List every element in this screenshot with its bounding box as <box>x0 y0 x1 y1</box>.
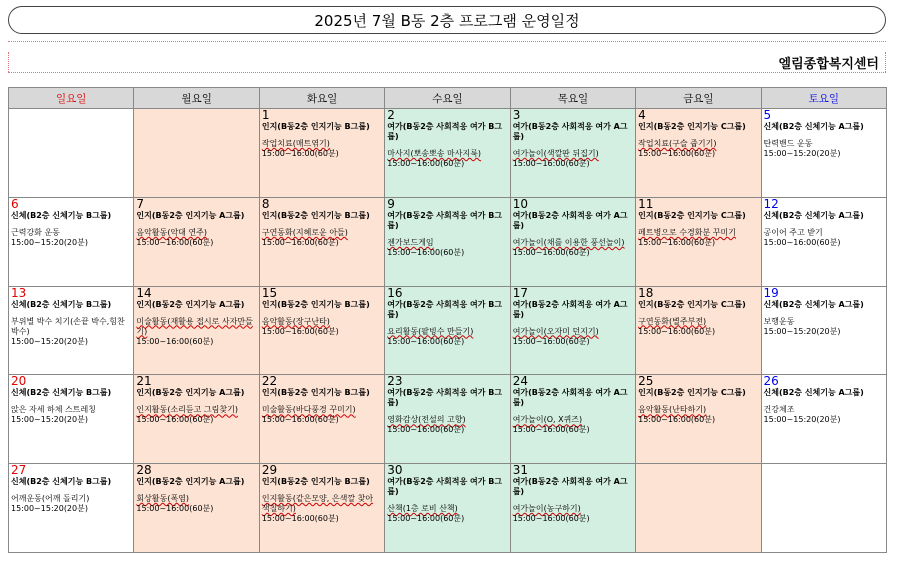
program-time: 15:00~15:20(20분) <box>763 415 841 425</box>
program-group: 인지(B동2층 인지기능 A그룹) <box>136 388 245 398</box>
program-activity: 여가놀이(오자미 던지기) <box>512 326 599 336</box>
program-group: 여가(B동2층 사회적응 여가 B그룹) <box>387 210 503 230</box>
program-group: 인지(B동2층 인지기능 C그룹) <box>638 299 746 309</box>
day-number: 10 <box>512 197 528 211</box>
calendar-empty-cell <box>134 109 259 198</box>
program-time: 15:00~16:00(60분) <box>136 237 214 247</box>
program-time: 15:00~16:00(60분) <box>638 237 716 247</box>
weekday-thursday: 목요일 <box>510 88 635 109</box>
program-activity: 근력강화 운동 <box>11 227 60 237</box>
calendar-day-cell <box>134 197 259 286</box>
program-group: 인지(B동2층 인지기능 B그룹) <box>261 299 370 309</box>
program-activity: 여가놀이(농구하기) <box>512 504 581 514</box>
program-time: 15:00~16:00(60분) <box>136 415 214 425</box>
weekday-saturday: 토요일 <box>761 88 886 109</box>
program-group: 여가(B동2층 사회적응 여가 A그룹) <box>512 477 628 497</box>
program-activity: 건강체조 <box>763 405 795 415</box>
day-number: 26 <box>763 374 779 389</box>
calendar-day-cell <box>259 375 384 464</box>
program-time: 15:00~16:00(60분) <box>512 159 590 168</box>
program-time: 15:00~15:20(20분) <box>11 504 88 514</box>
calendar-day-cell <box>259 109 384 198</box>
day-number: 30 <box>387 463 403 478</box>
program-activity: 회상활동(폭염) <box>136 494 190 504</box>
calendar-day-cell <box>259 197 384 286</box>
program-activity: 페트병으로 수경화분 꾸미기 <box>638 227 736 237</box>
calendar-week-row <box>9 464 887 553</box>
calendar-day-cell <box>9 286 134 375</box>
day-number: 7 <box>136 197 145 211</box>
program-time: 15:00~15:20(20분) <box>763 326 841 336</box>
program-activity: 작업치료(구슬 줍기기) <box>638 139 717 148</box>
program-time: 15:00~16:00(60분) <box>638 149 716 158</box>
program-activity: 영화감상(전설의 고향) <box>387 415 466 425</box>
weekday-monday: 월요일 <box>134 88 259 109</box>
calendar-day-cell <box>761 375 886 464</box>
calendar-day-cell <box>636 197 761 286</box>
program-time: 15:00~15:20(20분) <box>763 149 841 158</box>
program-group: 인지(B동2층 인지기능 A그룹) <box>136 477 245 487</box>
calendar-day-cell <box>636 286 761 375</box>
program-activity: 탄력밴드 운동 <box>763 139 813 148</box>
program-time: 15:00~16:00(60분) <box>763 237 841 247</box>
program-group: 여가(B동2층 사회적응 여가 A그룹) <box>512 122 628 141</box>
program-group: 신체(B2층 신체기능 A그룹) <box>763 299 864 309</box>
day-number: 15 <box>261 286 278 300</box>
calendar-day-cell <box>510 109 635 198</box>
program-activity: 젠가보드게임 <box>387 237 434 247</box>
program-time: 15:00~16:00(60분) <box>387 159 465 168</box>
page-title: 2025년 7월 B동 2층 프로그램 운영일정 <box>314 11 580 30</box>
program-activity: 인지활동(소리듣고 그림찾기) <box>136 405 238 415</box>
program-activity: 산책(1층 로비 산책) <box>387 504 458 514</box>
program-group: 신체(B2층 신체기능 A그룹) <box>763 210 864 220</box>
day-number: 21 <box>136 374 152 389</box>
program-activity: 앉은 자세 하체 스트레칭 <box>11 405 96 415</box>
divider <box>8 41 886 42</box>
program-group: 여가(B동2층 사회적응 여가 A그룹) <box>512 388 628 408</box>
program-group: 인지(B동2층 인지기능 A그룹) <box>136 299 245 309</box>
program-group: 신체(B2층 신체기능 B그룹) <box>11 299 112 309</box>
calendar-empty-cell <box>636 464 761 553</box>
program-activity: 작업치료(매트엮기) <box>261 139 330 148</box>
program-time: 15:00~15:20(20분) <box>11 237 88 247</box>
title-box <box>8 6 886 34</box>
weekday-wednesday: 수요일 <box>385 88 510 109</box>
calendar-day-cell <box>9 464 134 553</box>
day-number: 23 <box>387 374 403 389</box>
weekday-tuesday: 화요일 <box>259 88 384 109</box>
program-activity: 인지활동(같은모양, 은색깔 찾아 색칠하기) <box>261 494 374 514</box>
day-number: 25 <box>638 374 654 389</box>
program-group: 여가(B동2층 사회적응 여가 A그룹) <box>512 210 628 230</box>
day-number: 18 <box>638 286 654 300</box>
day-number: 22 <box>261 374 278 389</box>
program-group: 신체(B2층 신체기능 A그룹) <box>763 122 864 131</box>
org-box <box>8 52 886 72</box>
program-time: 15:00~16:00(60분) <box>387 514 465 524</box>
calendar-day-cell <box>9 375 134 464</box>
calendar-day-cell <box>385 286 510 375</box>
calendar-day-cell <box>510 197 635 286</box>
calendar-day-cell <box>385 197 510 286</box>
program-group: 신체(B2층 신체기능 B그룹) <box>11 210 112 220</box>
program-time: 15:00~16:00(60분) <box>261 514 339 524</box>
program-group: 여가(B동2층 사회적응 여가 B그룹) <box>387 388 503 408</box>
day-number: 19 <box>763 286 779 300</box>
day-number: 11 <box>638 197 654 211</box>
program-group: 인지(B동2층 인지기능 C그룹) <box>638 210 746 220</box>
day-number: 31 <box>512 463 528 478</box>
program-group: 신체(B2층 신체기능 B그룹) <box>11 477 112 487</box>
program-time: 15:00~16:00(60분) <box>261 326 339 336</box>
day-number: 20 <box>11 374 27 389</box>
calendar-week-row <box>9 109 887 198</box>
day-number: 28 <box>136 463 152 478</box>
program-group: 인지(B동2층 인지기능 C그룹) <box>638 388 746 398</box>
program-time: 15:00~16:00(60분) <box>136 336 214 346</box>
program-activity: 여가놀이(채를 이용한 풍선놀이) <box>512 237 625 247</box>
day-number: 13 <box>11 286 27 300</box>
day-number: 2 <box>387 108 395 122</box>
calendar-day-cell <box>761 109 886 198</box>
program-time: 15:00~16:00(60분) <box>387 425 465 435</box>
program-activity: 구연동화(별주부전) <box>638 316 707 326</box>
calendar-week-row <box>9 197 887 286</box>
program-time: 15:00~16:00(60분) <box>261 237 339 247</box>
program-group: 인지(B동2층 인지기능 B그룹) <box>261 388 370 398</box>
calendar-empty-cell <box>9 109 134 198</box>
day-number: 5 <box>763 108 772 122</box>
program-group: 인지(B동2층 인지기능 A그룹) <box>136 210 245 220</box>
program-time: 15:00~16:00(60분) <box>512 336 590 346</box>
calendar-week-row <box>9 375 887 464</box>
program-activity: 음악활동(난타하기) <box>638 405 707 415</box>
calendar-day-cell <box>385 464 510 553</box>
program-activity: 여가놀이(색깔판 뒤집기) <box>512 149 599 158</box>
program-activity: 요리활동(팥빙수 만들기) <box>387 326 474 336</box>
weekday-friday: 금요일 <box>636 88 761 109</box>
calendar-day-cell <box>385 375 510 464</box>
program-activity: 여가놀이(O, X퀴즈) <box>512 415 583 425</box>
program-activity: 보행운동 <box>763 316 795 326</box>
program-activity: 미술활동(재활용 접시로 사자만들기) <box>136 316 253 336</box>
day-number: 6 <box>11 197 19 211</box>
program-group: 여가(B동2층 사회적응 여가 B그룹) <box>387 299 503 319</box>
day-number: 9 <box>387 197 395 211</box>
calendar-week-row <box>9 286 887 375</box>
program-group: 인지(B동2층 인지기능 B그룹) <box>261 477 370 487</box>
calendar-day-cell <box>761 197 886 286</box>
program-activity: 공이어 주고 받기 <box>763 227 823 237</box>
day-number: 24 <box>512 374 528 389</box>
program-group: 인지(B동2층 인지기능 B그룹) <box>261 210 370 220</box>
calendar-day-cell <box>385 109 510 198</box>
program-group: 여가(B동2층 사회적응 여가 B그룹) <box>387 122 503 141</box>
calendar-day-cell <box>761 286 886 375</box>
day-number: 29 <box>261 463 278 478</box>
calendar-day-cell <box>259 286 384 375</box>
divider <box>8 72 886 73</box>
program-activity: 미술활동(바다풍경 꾸미기) <box>261 405 356 415</box>
day-number: 4 <box>638 108 646 122</box>
day-number: 3 <box>512 108 521 122</box>
program-time: 15:00~16:00(60분) <box>136 504 214 514</box>
program-time: 15:00~16:00(60분) <box>638 326 716 336</box>
day-number: 12 <box>763 197 779 211</box>
program-time: 15:00~16:00(60분) <box>387 247 465 257</box>
schedule-calendar <box>8 87 887 553</box>
organization-name: 엘림종합복지센터 <box>778 57 879 72</box>
program-group: 여가(B동2층 사회적응 여가 A그룹) <box>512 299 628 319</box>
day-number: 14 <box>136 286 152 300</box>
program-time: 15:00~16:00(60분) <box>261 415 339 425</box>
day-number: 1 <box>261 108 270 122</box>
program-time: 15:00~16:00(60분) <box>387 336 465 346</box>
program-time: 15:00~15:20(20분) <box>11 415 88 425</box>
calendar-day-cell <box>134 286 259 375</box>
program-activity: 음악활동(장구난타) <box>261 316 330 326</box>
program-activity: 부위별 박수 치기(손끝 박수,힘찬 박수) <box>11 316 125 336</box>
program-group: 신체(B2층 신체기능 B그룹) <box>11 388 112 398</box>
day-number: 8 <box>261 197 270 211</box>
program-time: 15:00~16:00(60분) <box>512 425 590 435</box>
program-time: 15:00~16:00(60분) <box>512 247 590 257</box>
calendar-day-cell <box>510 286 635 375</box>
weekday-sunday: 일요일 <box>9 88 134 109</box>
calendar-day-cell <box>134 375 259 464</box>
calendar-empty-cell <box>761 464 886 553</box>
program-time: 15:00~16:00(60분) <box>261 149 339 158</box>
day-number: 16 <box>387 286 403 300</box>
day-number: 17 <box>512 286 528 300</box>
program-time: 15:00~16:00(60분) <box>638 415 716 425</box>
calendar-day-cell <box>134 464 259 553</box>
weekday-header-row <box>9 88 887 109</box>
day-number: 27 <box>11 463 27 478</box>
program-activity: 음악활동(악대 연주) <box>136 227 208 237</box>
calendar-day-cell <box>9 197 134 286</box>
program-group: 인지(B동2층 인지기능 C그룹) <box>638 122 746 131</box>
program-group: 인지(B동2층 인지기능 B그룹) <box>261 122 370 131</box>
calendar-day-cell <box>636 375 761 464</box>
program-activity: 구연동화(지혜로운 아들) <box>261 227 348 237</box>
calendar-day-cell <box>510 375 635 464</box>
calendar-day-cell <box>259 464 384 553</box>
program-time: 15:00~16:00(60분) <box>512 514 590 524</box>
calendar-day-cell <box>510 464 635 553</box>
calendar-day-cell <box>636 109 761 198</box>
program-time: 15:00~15:20(20분) <box>11 336 88 346</box>
program-group: 여가(B동2층 사회적응 여가 B그룹) <box>387 477 503 497</box>
program-activity: 어깨운동(어깨 돌리기) <box>11 494 90 504</box>
program-group: 신체(B2층 신체기능 A그룹) <box>763 388 864 398</box>
program-activity: 마사지(뽀송뽀송 마사지룩) <box>387 149 482 158</box>
